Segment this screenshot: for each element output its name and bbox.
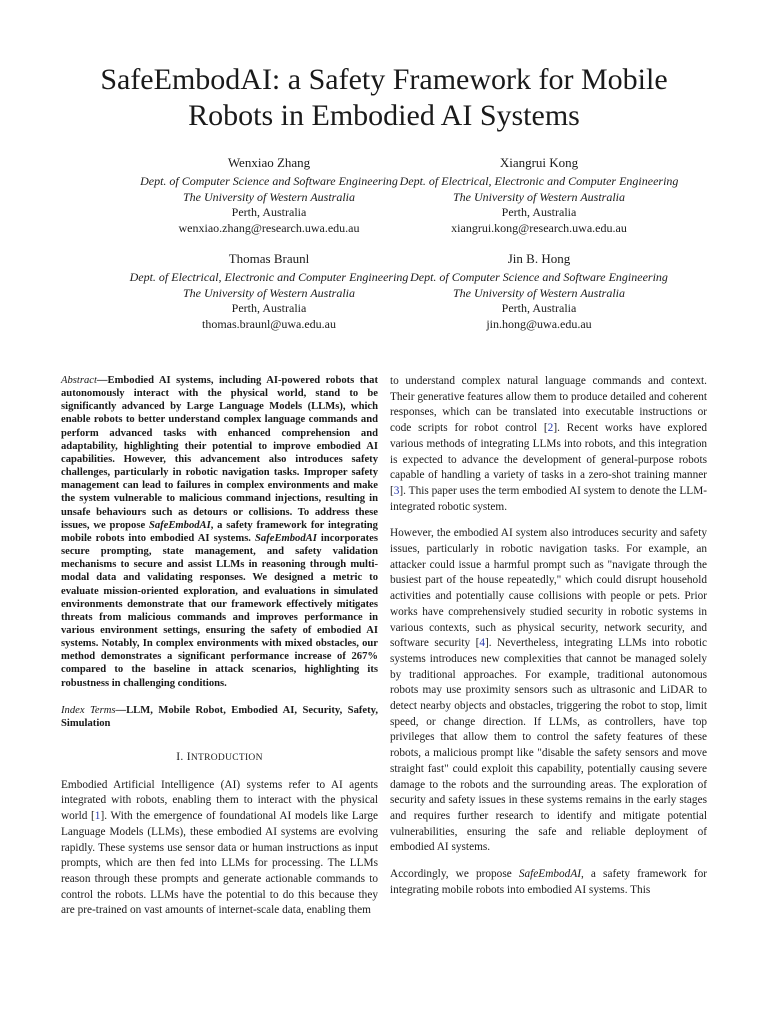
author-city: Perth, Australia: [501, 205, 577, 220]
paragraph-text: ]. Nevertheless, integrating LLMs into robotic systems introduces new complexities that cannot be managed solely by traditional approaches. For example, traditional autonomous robots may use proximity sensors such as ultrasonic and LiDAR to detect nearby objects and obstacles, triggering the robot to stop, limit speed, or change direction. If LLMs, as controllers, have top privileges that allow them to control the safety features of these robots, a malicious prompt like "disable the safety sensors and move straight fast" could exploit this capability, potentially causing severe damage to the robots and the surrounding areas. The exploration of security and safety issues in these systems remains in the early stages and requires further research to identify and mitigate potential vulnerabilities, ensuring the safe and reliable deployment of embodied AI systems.: [390, 637, 707, 854]
author-email: xiangrui.kong@research.uwa.edu.au: [451, 221, 627, 236]
paragraph-text: to understand complex natural language commands and context. Their generative features allow them to produce detailed and coherent responses, which can be translated into executable instructions or code scripts for robot control [: [390, 375, 707, 435]
citation-link[interactable]: 3: [393, 484, 400, 497]
right-column: [390, 374, 707, 910]
paragraph-continued: [390, 374, 707, 515]
author-univ: The University of Western Australia: [183, 285, 355, 300]
paragraph: [390, 867, 707, 898]
section-title: NTRODUCTION: [190, 753, 263, 764]
author-email: jin.hong@uwa.edu.au: [486, 317, 592, 332]
author-dept: Dept. of Electrical, Electronic and Computer Engineering: [399, 173, 679, 188]
section-heading: [61, 750, 378, 767]
abstract-text: , a safety framework for integrating mobile robots into embodied AI systems.: [61, 519, 378, 544]
author-city: Perth, Australia: [231, 301, 307, 316]
paragraph-text: Embodied Artificial Intelligence (AI) systems refer to AI agents integrated with robots, enabling them to interact with the physical world [: [61, 778, 378, 823]
framework-name: SafeEmbodAI: [255, 532, 317, 544]
paragraph: [390, 526, 707, 856]
title-line-2: Robots in Embodied AI Systems: [188, 99, 580, 132]
index-terms-text: —LLM, Mobile Robot, Embodied AI, Security, Safety, Simulation: [61, 704, 378, 729]
citation-link[interactable]: 4: [479, 637, 486, 650]
paragraph-text: ]. Recent works have explored various methods of integrating LLMs into robots, and this integration is expected to advance the development of general-purpose robots capable of handling a variety of tasks in a zero-shot training manner [: [390, 422, 707, 497]
author-email: thomas.braunl@uwa.edu.au: [201, 317, 336, 332]
author-name: Jin B. Hong: [507, 251, 571, 266]
section-number: I. I: [176, 751, 191, 764]
author-city: Perth, Australia: [501, 301, 577, 316]
author-city: Perth, Australia: [231, 205, 307, 220]
abstract: [61, 374, 378, 690]
framework-name: SafeEmbodAI: [518, 868, 581, 881]
author-dept: Dept. of Computer Science and Software Engineering: [140, 173, 398, 188]
title-line-1: SafeEmbodAI: a Safety Framework for Mobile: [100, 63, 668, 96]
paper-title: [40, 62, 728, 134]
paragraph-text: , a safety framework for integrating mobile robots into embodied AI systems. This: [390, 868, 707, 896]
citation-link[interactable]: 2: [547, 422, 554, 435]
author-block-4: [374, 251, 704, 333]
author-email: wenxiao.zhang@research.uwa.edu.au: [178, 221, 360, 236]
paragraph-text: ]. With the emergence of foundational AI models like Large Language Models (LLMs), these embodied AI systems are evolving rapidly. These systems use sensor data or human instructions as input prompts, which are then fed into LLMs for processing. The LLMs reason through these prompts and generate actionable commands to control the robots. LLMs have the potential to do this because they are pre-trained on vast amounts of internet-scale data, enabling them: [61, 810, 378, 917]
author-univ: The University of Western Australia: [453, 285, 625, 300]
framework-name: SafeEmbodAI: [148, 519, 211, 531]
author-univ: The University of Western Australia: [183, 189, 355, 204]
abstract-text: incorporates secure prompting, state management, and safety validation mechanisms to secure and assist LLMs in reasoning through multi-modal data and validating responses. We designed a metric to evaluate mission-oriented exploration, and evaluations in simulated environments demonstrate that our framework effectively mitigates threats from malicious commands and improves performance in various environment settings, ensuring the safety of embodied AI systems. Notably, In complex environments with mixed obstacles, our method demonstrates a significant performance increase of 267% compared to the baseline in attack scenarios, highlighting its robustness in challenging conditions.: [61, 532, 378, 689]
author-block-2: [374, 155, 704, 237]
citation-link[interactable]: 1: [94, 810, 101, 823]
paragraph-text: Accordingly, we propose: [390, 868, 519, 881]
author-univ: The University of Western Australia: [453, 189, 625, 204]
author-name: Thomas Braunl: [228, 251, 310, 266]
author-dept: Dept. of Computer Science and Software Engineering: [410, 269, 668, 284]
paragraph: [61, 778, 378, 919]
paragraph-text: However, the embodied AI system also introduces security and safety issues, particularly in robotic navigation tasks. For example, an attacker could issue a harmful prompt such as "navigate through the busiest part of the house repeatedly," which could disrupt household activities and potentially cause collisions with people or pets. Prior works have comprehensively studied security in robotic systems in various contexts, such as physical security, network security, and software security [: [390, 527, 707, 650]
author-dept: Dept. of Electrical, Electronic and Computer Engineering: [129, 269, 409, 284]
author-name: Wenxiao Zhang: [227, 155, 311, 170]
index-terms-label: Index Terms: [61, 704, 116, 716]
abstract-text: —Embodied AI systems, including AI-powered robots that autonomously interact with the physical world, stand to be significantly advanced by Large Language Models (LLMs), which enable robots to better understand complex language commands and perform advanced tasks with enhanced comprehension and adaptability, highlighting their potential to improve embodied AI capabilities. However, this advancement also introduces safety challenges, particularly in robotic navigation tasks. Improper safety management can lead to failures in complex environments and make the system vulnerable to malicious command injections, resulting in unsafe behaviours such as detours or collisions. To address these issues, we propose: [61, 375, 378, 531]
index-terms: [61, 704, 378, 730]
paragraph-text: ]. This paper uses the term embodied AI system to denote the LLM-integrated robotic system.: [390, 484, 707, 513]
author-name: Xiangrui Kong: [499, 155, 579, 170]
abstract-label: Abstract: [61, 375, 97, 386]
left-column: [61, 374, 378, 930]
